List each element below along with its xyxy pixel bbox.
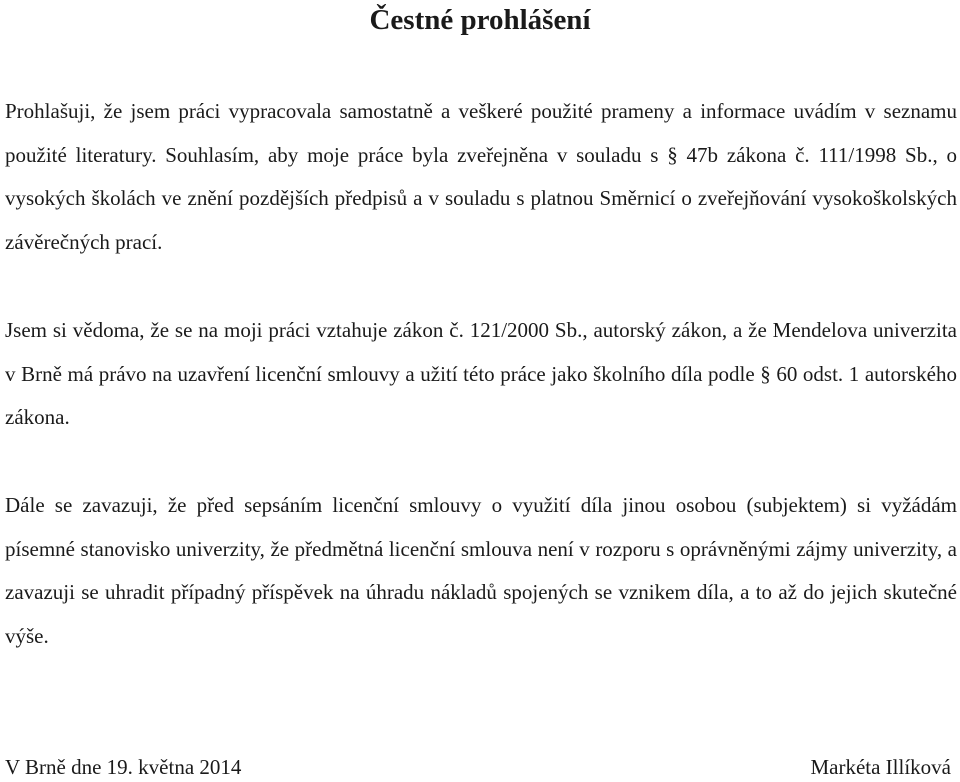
- declaration-paragraph-3: Dále se zavazuji, že před sepsáním licenční smlouvy o využití díla jinou osobou (subjektem) si vyžádám písemné stanovisko univerzity, že předmětná licenční smlouva není v rozporu s oprávněnými zájmy univerzity, a zavazuji se uhradit případný příspěvek na úhradu nákladů spojených se vznikem díla, a to až do jejich skutečné výše.: [5, 493, 957, 648]
- declaration-paragraph-2: Jsem si vědoma, že se na moji práci vztahuje zákon č. 121/2000 Sb., autorský zákon, a že Mendelova univerzita v Brně má právo na uzavření licenční smlouvy a užití této práce jako školního díla podle § 60 odst. 1 autorského zákona.: [5, 318, 957, 429]
- author-name: Markéta Illíková: [810, 755, 951, 779]
- page-title: Čestné prohlášení: [369, 4, 591, 36]
- declaration-paragraph-1: Prohlašuji, že jsem práci vypracovala samostatně a veškeré použité prameny a informace uvádím v seznamu použité literatury. Souhlasím, aby moje práce byla zveřejněna v souladu s § 47b zákona č. 111/1998 Sb., o vysokých školách ve znění pozdějších předpisů a v souladu s platnou Směrnicí o zveřejňování vysokoškolských závěrečných prací.: [5, 99, 957, 254]
- place-and-date: V Brně dne 19. května 2014: [5, 755, 242, 779]
